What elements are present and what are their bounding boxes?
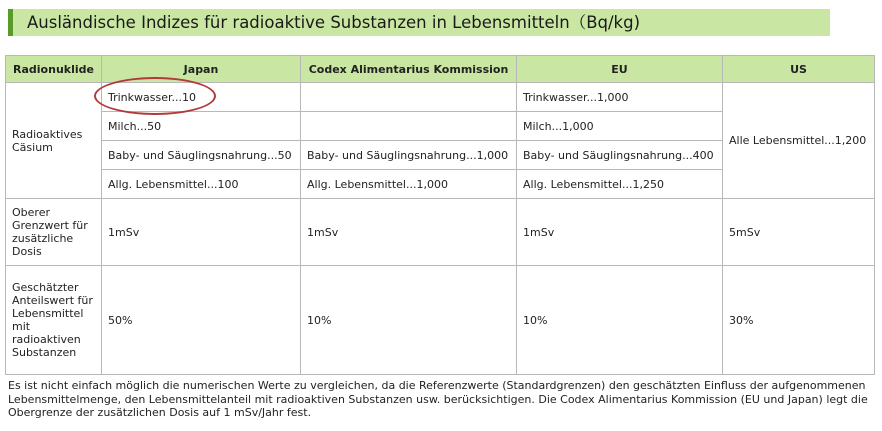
column-header-eu: EU [517,56,723,83]
table-row [6,266,875,375]
cell-us-dose: 5mSv [723,199,875,266]
cell-codex-share: 10% [301,266,517,375]
cell-eu-share: 10% [517,266,723,375]
cell-eu-infant-food: Baby- und Säuglingsnahrung...400 [517,141,723,170]
cell-codex-water [301,83,517,112]
cell-japan-general-food: Allg. Lebensmittel...100 [102,170,301,199]
cell-eu-milk: Milch...1,000 [517,112,723,141]
cell-codex-milk [301,112,517,141]
cell-japan-share: 50% [102,266,301,375]
page-title: Ausländische Indizes für radioaktive Substanzen in Lebensmitteln（Bq/kg) [27,13,641,32]
cell-us-share: 30% [723,266,875,375]
title-bar [8,9,830,36]
cell-us-all-food: Alle Lebensmittel...1,200 [723,83,875,199]
cell-japan-infant-food: Baby- und Säuglingsnahrung...50 [102,141,301,170]
highlight-circle [94,77,216,115]
table-row [6,199,875,266]
cell-japan-dose: 1mSv [102,199,301,266]
row-header-share: Geschätzter Anteilswert für Lebensmittel mit radioaktiven Substanzen [6,266,102,375]
cell-japan-milk: Milch...50 [102,112,301,141]
column-header-codex: Codex Alimentarius Kommission [301,56,517,83]
cell-codex-dose: 1mSv [301,199,517,266]
cell-japan-water: Trinkwasser...10 [102,83,301,112]
column-header-us: US [723,56,875,83]
footnote: Es ist nicht einfach möglich die numerischen Werte zu vergleichen, da die Referenzwerte (Standardgrenzen) den geschätzten Einfluss der aufgenommenen Lebensmittelmenge, den Lebensmittelanteil mit radioaktiven Substanzen usw. berücksichtigen. Die Codex Alimentarius Kommission (EU und Japan) legt die Obergrenze der zusätzlichen Dosis auf 1 mSv/Jahr fest. [8,379,868,419]
column-header-radionuclide: Radionuklide [6,56,102,83]
column-header-japan: Japan [102,56,301,83]
row-header-dose-limit: Oberer Grenzwert für zusätzliche Dosis [6,199,102,266]
cell-codex-general-food: Allg. Lebensmittel...1,000 [301,170,517,199]
cell-eu-general-food: Allg. Lebensmittel...1,250 [517,170,723,199]
cell-codex-infant-food: Baby- und Säuglingsnahrung...1,000 [301,141,517,170]
row-header-cesium: Radioaktives Cäsium [6,83,102,199]
cell-eu-water: Trinkwasser...1,000 [517,83,723,112]
cell-eu-dose: 1mSv [517,199,723,266]
